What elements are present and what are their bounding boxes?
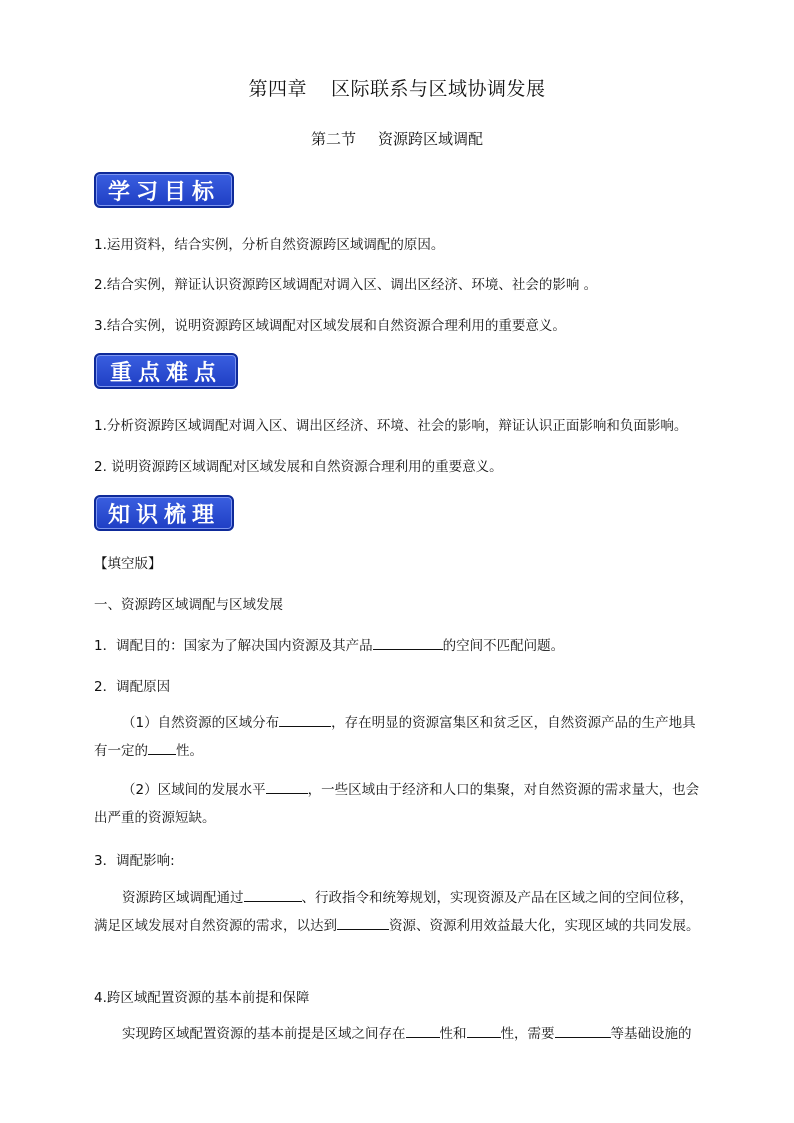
section-number: 第二节 xyxy=(310,130,356,148)
item-3-impacts: 3．调配影响: xyxy=(94,853,175,869)
knowledge-badge: 知识梳理 xyxy=(94,495,234,531)
reason-paragraph-2: （2）区域间的发展水平 ，一些区域由于经济和人口的集聚，对自然资源的需求量大，也会出严重的资源短缺。 xyxy=(94,776,706,832)
goal-item-3: 3.结合实例，说明资源跨区域调配对区域发展和自然资源合理利用的重要意义。 xyxy=(94,318,566,334)
blank-field xyxy=(373,635,443,650)
chapter-name: 区际联系与区域协调发展 xyxy=(331,78,546,100)
blank-field xyxy=(279,712,331,727)
chapter-number: 第四章 xyxy=(248,78,307,100)
chapter-title xyxy=(0,74,794,101)
item-1-purpose: 1．调配目的：国家为了解决国内资源及其产品 的空间不匹配问题。 xyxy=(94,634,564,654)
blank-field xyxy=(148,740,176,755)
key-points-badge: 重点难点 xyxy=(94,353,238,389)
blank-field xyxy=(337,915,389,930)
blank-field xyxy=(467,1023,501,1038)
blank-field xyxy=(244,887,302,902)
blank-field xyxy=(266,779,308,794)
goal-item-2: 2.结合实例，辩证认识资源跨区域调配对调入区、调出区经济、环境、社会的影响 。 xyxy=(94,277,598,293)
blank-field xyxy=(555,1023,611,1038)
item-2-reasons: 2．调配原因 xyxy=(94,679,171,695)
section-title xyxy=(0,128,794,149)
section-name: 资源跨区域调配 xyxy=(378,130,484,148)
learning-goals-badge: 学习目标 xyxy=(94,172,234,208)
impact-paragraph: 资源跨区域调配通过 、行政指令和统筹规划，实现资源及产品在区域之间的空间位移，满足区域发展对自然资源的需求，以达到 资源、资源利用效益最大化，实现区域的共同发展。 xyxy=(94,884,706,940)
keypoint-item-1: 1.分析资源跨区域调配对调入区、调出区经济、环境、社会的影响，辩证认识正面影响和负面影响。 xyxy=(94,418,688,434)
prerequisite-paragraph: 实现跨区域配置资源的基本前提是区域之间存在 性和 性，需要 等基础设施的 xyxy=(94,1020,706,1048)
item-4-prerequisites: 4.跨区域配置资源的基本前提和保障 xyxy=(94,990,310,1006)
reason-paragraph-1: （1）自然资源的区域分布 ，存在明显的资源富集区和贫乏区，自然资源产品的生产地具有一定的 性。 xyxy=(94,709,706,765)
fill-in-version-label: 【填空版】 xyxy=(94,556,162,572)
keypoint-item-2: 2. 说明资源跨区域调配对区域发展和自然资源合理利用的重要意义。 xyxy=(94,459,503,475)
section-heading-1: 一、资源跨区域调配与区域发展 xyxy=(94,597,283,613)
goal-item-1: 1.运用资料，结合实例，分析自然资源跨区域调配的原因。 xyxy=(94,237,445,253)
blank-field xyxy=(406,1023,440,1038)
